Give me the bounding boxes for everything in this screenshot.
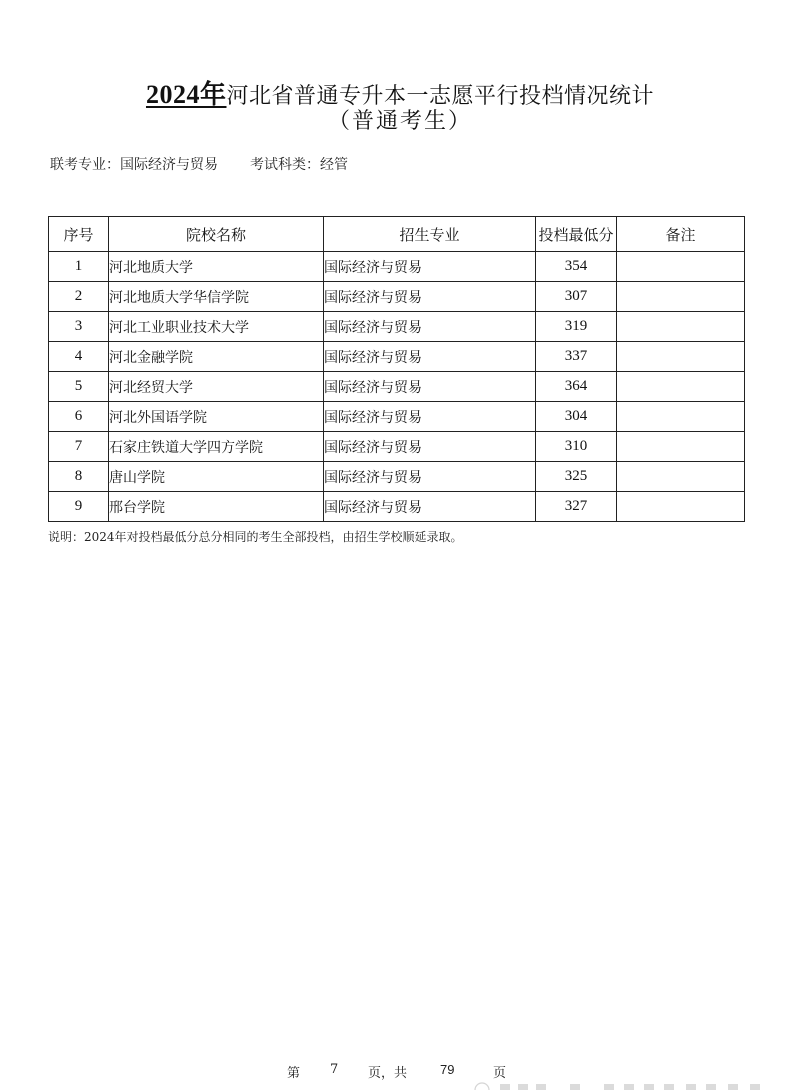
table-row — [49, 282, 745, 312]
row-note — [617, 432, 745, 462]
table-row — [49, 402, 745, 432]
row-no: 5 — [49, 372, 109, 402]
table-header-row — [49, 217, 745, 252]
footer-ye-gong: 页，共 — [368, 1066, 408, 1081]
row-major: 国际经济与贸易 — [324, 432, 536, 462]
row-major: 国际经济与贸易 — [324, 282, 536, 312]
row-school: 河北地质大学 — [109, 252, 324, 282]
row-note — [617, 462, 745, 492]
table-row — [49, 342, 745, 372]
row-score: 304 — [536, 402, 617, 432]
row-no: 3 — [49, 312, 109, 342]
header-school: 院校名称 — [109, 217, 324, 252]
row-school: 唐山学院 — [109, 462, 324, 492]
table-row — [49, 492, 745, 522]
row-school: 河北地质大学华信学院 — [109, 282, 324, 312]
row-major: 国际经济与贸易 — [324, 372, 536, 402]
row-score: 354 — [536, 252, 617, 282]
title-year: 2024年 — [145, 80, 227, 109]
document-subtitle: （普通考生） — [327, 109, 472, 134]
row-note — [617, 252, 745, 282]
subject-value: 经管 — [320, 157, 348, 173]
table-row — [49, 372, 745, 402]
table-row — [49, 432, 745, 462]
row-note — [617, 492, 745, 522]
footer-total-pages: 79 — [440, 1062, 455, 1077]
row-score: 325 — [536, 462, 617, 492]
row-no: 2 — [49, 282, 109, 312]
row-school: 河北工业职业技术大学 — [109, 312, 324, 342]
row-no: 8 — [49, 462, 109, 492]
watermark-icon — [474, 1080, 784, 1090]
row-major: 国际经济与贸易 — [324, 252, 536, 282]
title-main: 河北省普通专升本一志愿平行投档情况统计 — [226, 84, 655, 109]
footnote: 说明：2024年对投档最低分总分相同的考生全部投档，由招生学校顺延录取。 — [48, 530, 463, 544]
row-major: 国际经济与贸易 — [324, 402, 536, 432]
meta-line — [50, 154, 348, 174]
row-score: 307 — [536, 282, 617, 312]
row-note — [617, 372, 745, 402]
footer-page-number: 7 — [330, 1062, 339, 1077]
header-no: 序号 — [49, 217, 109, 252]
major-label: 联考专业： — [50, 157, 120, 173]
footer-ye: 页 — [493, 1066, 507, 1081]
row-major: 国际经济与贸易 — [324, 492, 536, 522]
row-school: 河北经贸大学 — [109, 372, 324, 402]
row-major: 国际经济与贸易 — [324, 462, 536, 492]
row-major: 国际经济与贸易 — [324, 312, 536, 342]
row-score: 337 — [536, 342, 617, 372]
row-note — [617, 342, 745, 372]
header-major: 招生专业 — [324, 217, 536, 252]
row-note — [617, 282, 745, 312]
row-school: 石家庄铁道大学四方学院 — [109, 432, 324, 462]
row-no: 6 — [49, 402, 109, 432]
row-no: 9 — [49, 492, 109, 522]
row-score: 327 — [536, 492, 617, 522]
table-row — [49, 462, 745, 492]
row-score: 319 — [536, 312, 617, 342]
row-score: 364 — [536, 372, 617, 402]
row-school: 邢台学院 — [109, 492, 324, 522]
row-score: 310 — [536, 432, 617, 462]
row-note — [617, 402, 745, 432]
row-note — [617, 312, 745, 342]
table-row — [49, 312, 745, 342]
table-row — [49, 252, 745, 282]
row-no: 1 — [49, 252, 109, 282]
admission-table — [48, 216, 745, 522]
footer-di: 第 — [287, 1066, 301, 1081]
row-no: 7 — [49, 432, 109, 462]
header-note: 备注 — [617, 217, 745, 252]
row-no: 4 — [49, 342, 109, 372]
subject-label: 考试科类： — [250, 157, 320, 173]
major-value: 国际经济与贸易 — [120, 157, 218, 173]
header-score: 投档最低分 — [536, 217, 617, 252]
row-major: 国际经济与贸易 — [324, 342, 536, 372]
row-school: 河北金融学院 — [109, 342, 324, 372]
row-school: 河北外国语学院 — [109, 402, 324, 432]
